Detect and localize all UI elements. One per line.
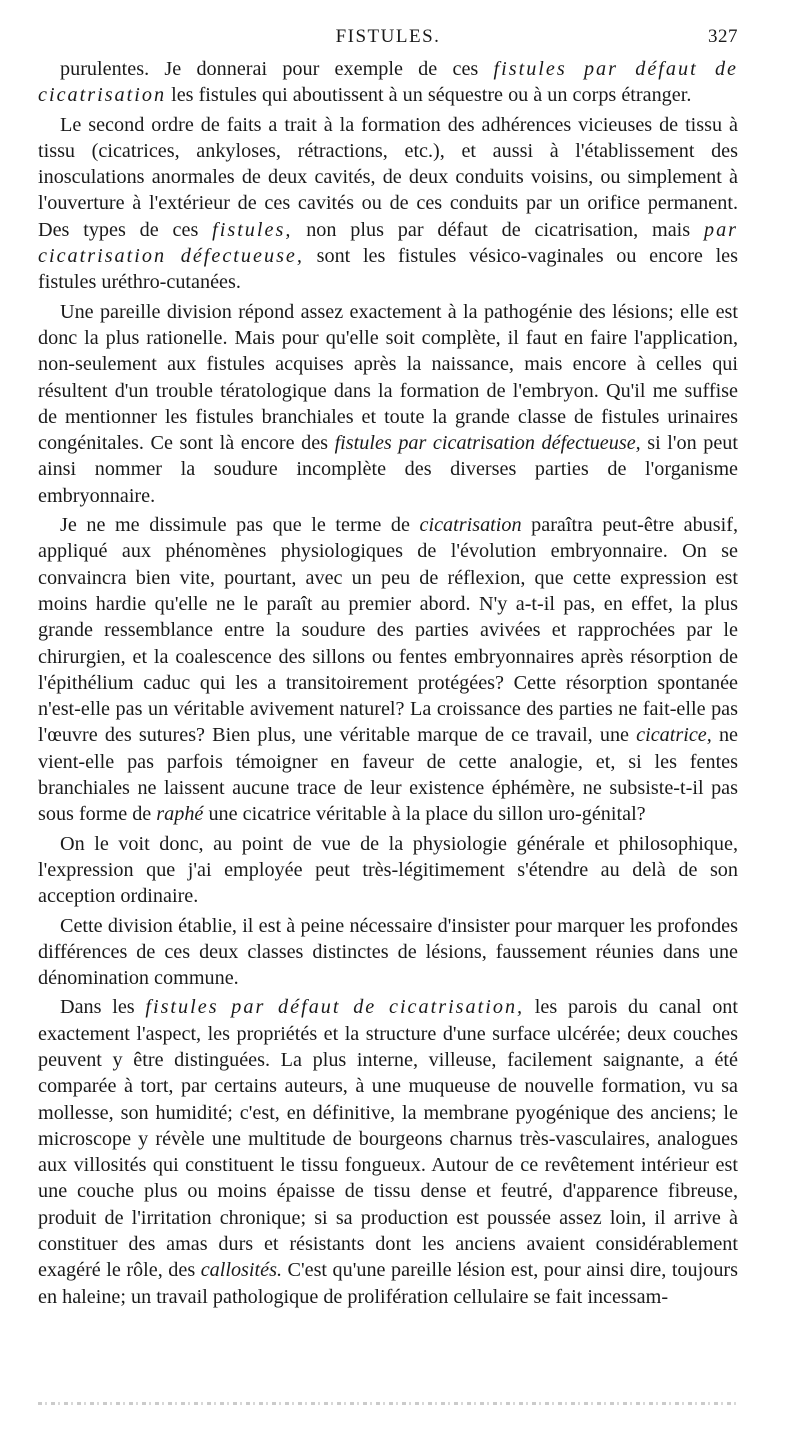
running-title: FISTULES. (335, 26, 441, 47)
page-number: 327 (708, 26, 738, 47)
text-run: Cette division établie, il est à peine nécessaire d'insister pour marquer les profondes différences de ces deux classes distinctes de lésions, faussement réunies dans une dénomination commune. (38, 914, 738, 990)
text-run: Le second ordre de faits a trait à la formation des adhérences vicieuses de tissu à tissu (cicatrices, ankyloses, rétractions, etc.), et aussi à l'établissement des inosculations anormales de deux cavités, de deux conduits voisins, ou simplement à l'ouverture à l'extérieur de ces cavités ou de ces conduits par un orifice permanent. Des types de ces (38, 113, 738, 241)
paragraph (38, 913, 738, 992)
emphasis-text: callosités. (200, 1259, 282, 1282)
emphasis-text: cicatrisation (419, 514, 522, 537)
text-run: les parois du canal ont exactement l'aspect, les propriétés et la structure d'une surface ulcérée; deux couches peuvent y être distinguées. La plus interne, villeuse, facilement saignante, a été comparée à tort, par certains auteurs, à une muqueuse de nouvelle formation, vu sa mollesse, son humidité; c'est, en définitive, la membrane pyogénique des anciens; le microscope y révèle une multitude de bourgeons charnus très-vasculaires, analogues aux villosités qui constituent le tissu fongueux. Autour de ce revêtement intérieur est une couche plus ou moins épaisse de tissu dense et feutré, d'apparence fibreuse, produit de l'irritation chronique; si sa production est poussée assez loin, il arrive à constituer des amas durs et résistants dont les anciens avaient considérablement exagéré le rôle, des (38, 996, 739, 1282)
text-run: les fistules qui aboutissent à un séquestre ou à un corps étranger. (166, 84, 692, 107)
text-run: une cicatrice véritable à la place du sillon uro-génital? (203, 803, 646, 826)
emphasis-text: fistules, (212, 218, 293, 241)
book-page (38, 26, 738, 1313)
emphasis-text: par cicatrisation défectueuse, (38, 218, 739, 268)
footer-rule (38, 1402, 738, 1405)
text-run: Une pareille division répond assez exactement à la pathogénie des lésions; elle est donc la plus rationelle. Mais pour qu'elle soit complète, il faut en faire l'application, non-seulement aux fistules acquises après la naissance, mais encore à celles qui résultent d'un trouble tératologique dans la formation de l'embryon. Qu'il me suffise de mentionner les fistules branchiales et toute la grande classe de fistules urinaires congénitales. Ce sont là encore des (38, 300, 738, 455)
emphasis-text: cicatrice, (636, 724, 712, 747)
text-run: Dans les (60, 996, 146, 1019)
paragraph (38, 112, 738, 296)
emphasis-text: raphé (156, 803, 204, 826)
running-head (38, 26, 738, 56)
paragraph (38, 299, 738, 509)
text-run: sont les fistules vésico-vaginales ou encore les fistules uréthro-cutanées. (38, 245, 738, 294)
emphasis-text: fistules par défaut de cicatrisation, (145, 996, 525, 1019)
text-run: non plus par défaut de cicatrisation, mais (292, 218, 704, 241)
text-run: purulentes. Je donnerai pour exemple de ces (60, 58, 494, 80)
text-run: C'est qu'une pareille lésion est, pour ainsi dire, toujours en haleine; un travail pathologique de prolifération cellulaire se fait incessam- (38, 1259, 738, 1308)
paragraph (38, 994, 738, 1310)
body-text (38, 56, 738, 1310)
paragraph (38, 512, 738, 828)
paragraph (38, 56, 738, 109)
text-run: si l'on peut ainsi nommer la soudure incomplète des diverses parties de l'organisme embryonnaire. (38, 432, 739, 507)
text-run: ne vient-elle pas parfois témoigner en faveur de cette analogie, et, si les fentes branchiales ne laissent aucune trace de leur existence éphémère, ne subsiste-t-il pas sous forme de (38, 724, 738, 826)
paragraph (38, 831, 738, 910)
text-run: On le voit donc, au point de vue de la physiologie générale et philosophique, l'expression que j'ai employée peut très-légitimement s'étendre au delà de son acception ordinaire. (38, 832, 738, 908)
text-run: Je ne me dissimule pas que le terme de (60, 514, 420, 537)
emphasis-text: fistules par défaut de cicatrisation (38, 58, 739, 107)
text-run: paraîtra peut-être abusif, appliqué aux phénomènes physiologiques de l'évolution embryonnaire. On se convaincra bien vite, pourtant, avec un peu de réflexion, que cette expression est moins hardie qu'elle ne le paraît au premier abord. N'y a-t-il pas, en effet, la plus grande ressemblance entre la soudure des parties avivées et rapprochées par le chirurgien, et la coalescence des sillons ou fentes embryonnaires après résorption de l'épithélium caduc qui les a transitoirement protégées? Cette résorption spontanée n'est-elle pas un véritable avivement naturel? La croissance des parties ne fait-elle pas l'œuvre des sutures? Bien plus, une véritable marque de ce travail, une (38, 514, 738, 747)
emphasis-text: fistules par cicatrisation défectueuse, (334, 432, 641, 455)
